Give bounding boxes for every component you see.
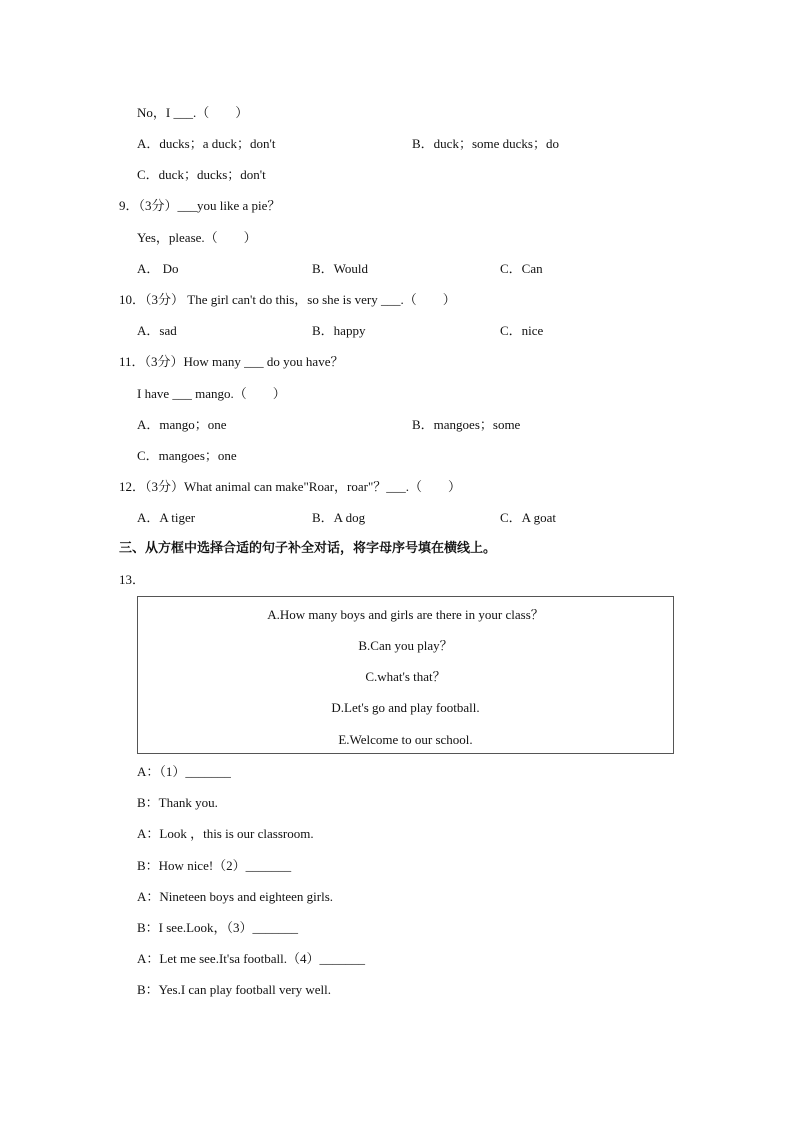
dialogue-line: B：Thank you. (137, 795, 218, 810)
box-line-a: A.How many boys and girls are there in your class？ (267, 607, 544, 622)
dialogue-line: B：Yes.I can play football very well. (137, 982, 332, 997)
q8-option-b[interactable]: B．duck；some ducks；do (412, 136, 559, 151)
q11-option-a[interactable]: A．mango；one (137, 417, 227, 432)
q9-option-a[interactable]: A． Do (137, 261, 179, 276)
dialogue-line[interactable]: A：（1）_______ (137, 764, 231, 779)
q9-stem: 9．（3分）___you like a pie？ (119, 198, 281, 213)
q12-stem: 12．（3分）What animal can make"Roar，roar"？___.（ ） (119, 479, 462, 494)
q9-reply: Yes，please.（ ） (137, 230, 257, 245)
q13-label: 13． (119, 572, 146, 587)
q12-option-c[interactable]: C．A goat (500, 510, 556, 525)
q10-stem: 10．（3分） The girl can't do this，so she is very ___.（ ） (119, 292, 456, 307)
dialogue-line[interactable]: A：Let me see.It'sa football.（4）_______ (137, 951, 365, 966)
dialogue-line[interactable]: B：How nice!（2）_______ (137, 858, 292, 873)
box-line-d: D.Let's go and play football. (331, 700, 480, 715)
q11-option-c[interactable]: C．mangoes；one (137, 448, 237, 463)
q8-option-c[interactable]: C．duck；ducks；don't (137, 167, 266, 182)
q10-option-c[interactable]: C．nice (500, 323, 544, 338)
q8-reply: No，I ___.（ ） (137, 105, 249, 120)
dialogue-line: A：Look ，this is our classroom. (137, 826, 314, 841)
dialogue-line[interactable]: B：I see.Look，（3）_______ (137, 920, 299, 935)
q10-option-a[interactable]: A．sad (137, 323, 177, 338)
q8-option-a[interactable]: A．ducks；a duck；don't (137, 136, 276, 151)
box-line-e: E.Welcome to our school. (338, 732, 473, 747)
q10-option-b[interactable]: B．happy (312, 323, 366, 338)
q11-stem: 11．（3分）How many ___ do you have？ (119, 354, 344, 369)
q9-option-b[interactable]: B．Would (312, 261, 369, 276)
box-line-c: C.what's that？ (365, 669, 446, 684)
sentence-choice-box (137, 596, 674, 754)
q9-option-c[interactable]: C．Can (500, 261, 543, 276)
q11-option-b[interactable]: B．mangoes；some (412, 417, 521, 432)
box-line-b: B.Can you play？ (358, 638, 453, 653)
q12-option-a[interactable]: A．A tiger (137, 510, 196, 525)
q11-reply: I have ___ mango.（ ） (137, 386, 286, 401)
dialogue-line: A：Nineteen boys and eighteen girls. (137, 889, 334, 904)
q12-option-b[interactable]: B．A dog (312, 510, 366, 525)
section-heading: 三、从方框中选择合适的句子补全对话，将字母序号填在横线上。 (119, 541, 497, 556)
